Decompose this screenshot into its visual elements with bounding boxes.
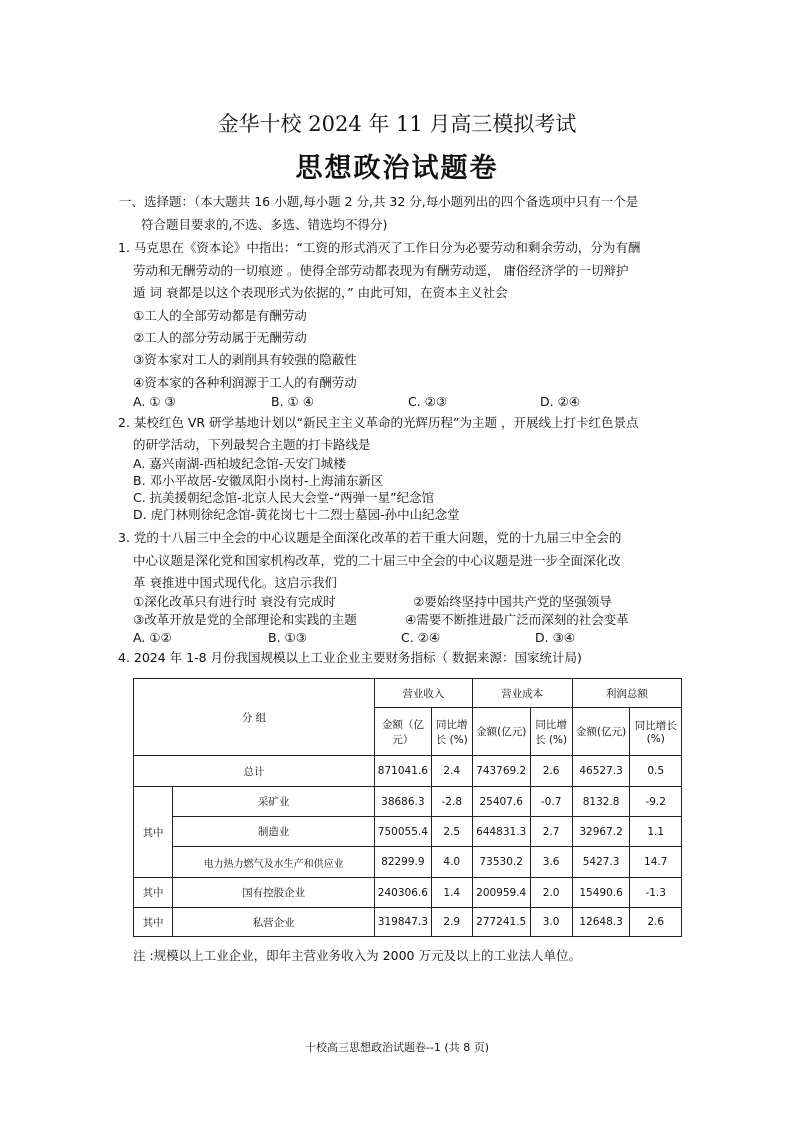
section-instructions-line1: 一、选择题：（本大题共 16 小题,每小题 2 分,共 32 分,每小题列出的四个备选项中只有一个是 <box>119 194 639 209</box>
paper-title: 思想政治试题卷 <box>295 153 499 184</box>
table-row <box>134 817 682 847</box>
revenue-growth-header: 同比增长 (%) <box>431 708 472 756</box>
table-row <box>134 878 682 908</box>
cell: 871041.6 <box>375 756 432 787</box>
cell: 2.0 <box>530 878 572 908</box>
revenue-amount-header: 金额（亿元） <box>375 708 432 756</box>
q1-statement-3: ③资本家对工人的剥削具有较强的隐蔽性 <box>133 352 357 367</box>
row-label: 私营企业 <box>173 908 375 937</box>
cell: 25407.6 <box>472 787 530 817</box>
cell: 644831.3 <box>472 817 530 847</box>
cell: -2.8 <box>431 787 472 817</box>
cell: 46527.3 <box>572 756 630 787</box>
profit-amount-header: 金额(亿元) <box>572 708 630 756</box>
group-label: 其中 <box>134 787 173 878</box>
cell: 1.1 <box>630 817 682 847</box>
q1-option-a: A. ① ③ <box>133 394 176 409</box>
cell: 2.7 <box>530 817 572 847</box>
exam-title: 金华十校 2024 年 11 月高三模拟考试 <box>217 112 577 136</box>
q4-stem: 4. 2024 年 1-8 月份我国规模以上工业企业主要财务指标（ 数据来源：国家统计局) <box>118 650 582 665</box>
q1-option-b: B. ① ④ <box>271 394 314 409</box>
cell: 0.5 <box>630 756 682 787</box>
q3-stem-line1: 3. 党的十八届三中全会的中心议题是全面深化改革的若干重大问题，党的十九届三中全会的 <box>118 530 622 545</box>
q1-statement-4: ④资本家的各种利润源于工人的有酬劳动 <box>133 375 357 390</box>
q3-option-c: C. ②④ <box>401 630 441 645</box>
table-row <box>134 756 682 787</box>
cell: 8132.8 <box>572 787 630 817</box>
cell: 14.7 <box>630 847 682 878</box>
q1-option-c: C. ②③ <box>408 394 448 409</box>
cost-header: 营业成本 <box>472 679 572 708</box>
cell: 82299.9 <box>375 847 432 878</box>
cell: 3.0 <box>530 908 572 937</box>
q2-option-d: D. 虎门林则徐纪念馆-黄花岗七十二烈士墓园-孙中山纪念堂 <box>133 507 460 522</box>
group-label: 其中 <box>134 878 173 908</box>
cell: 12648.3 <box>572 908 630 937</box>
group-header: 分 组 <box>134 679 375 756</box>
cell: 2.5 <box>431 817 472 847</box>
q3-option-a: A. ①② <box>133 630 172 645</box>
q2-option-b: B. 邓小平故居-安徽凤阳小岗村-上海浦东新区 <box>133 473 384 488</box>
q1-stem-line1: 1. 马克思在《资本论》中指出：“工资的形式消灭了工作日分为必要劳动和剩余劳动，分为有酬 <box>118 240 641 255</box>
industrial-stats-table <box>133 678 682 937</box>
row-label: 制造业 <box>173 817 375 847</box>
cell: 750055.4 <box>375 817 432 847</box>
profit-header: 利润总额 <box>572 679 681 708</box>
profit-growth-header: 同比增长 (%) <box>630 708 682 756</box>
cell: 200959.4 <box>472 878 530 908</box>
section-instructions-line2: 符合题目要求的,不选、多选、错选均不得分) <box>141 217 388 232</box>
q3-option-d: D. ③④ <box>535 630 575 645</box>
page-footer: 十校高三思想政治试题卷--1 (共 8 页) <box>304 1041 489 1054</box>
cell: 240306.6 <box>375 878 432 908</box>
table-row <box>134 908 682 937</box>
cost-growth-header: 同比增长 (%) <box>530 708 572 756</box>
cell: 277241.5 <box>472 908 530 937</box>
group-label: 其中 <box>134 908 173 937</box>
cell: 2.6 <box>530 756 572 787</box>
cell: 2.6 <box>630 908 682 937</box>
cell: 743769.2 <box>472 756 530 787</box>
cell: 1.4 <box>431 878 472 908</box>
q2-stem-line2: 的研学活动，下列最契合主题的打卡路线是 <box>133 437 371 452</box>
row-label: 总计 <box>134 756 375 787</box>
q2-option-a: A. 嘉兴南湖-西柏坡纪念馆-天安门城楼 <box>133 456 346 471</box>
table-header-row <box>134 679 682 708</box>
cell: -1.3 <box>630 878 682 908</box>
q3-option-b: B. ①③ <box>268 630 307 645</box>
q1-stem-line2: 劳动和无酬劳动的一切痕迹 。使得全部劳动都表现为有酬劳动逕， 庸俗经济学的一切辩护 <box>133 263 629 278</box>
cell: 2.9 <box>431 908 472 937</box>
cell: 32967.2 <box>572 817 630 847</box>
q3-statement-4: ④需要不断推进最广泛而深刻的社会变革 <box>405 612 629 627</box>
cell: -9.2 <box>630 787 682 817</box>
q1-statement-1: ①工人的全部劳动都是有酬劳动 <box>133 308 307 323</box>
cell: 38686.3 <box>375 787 432 817</box>
table-note: 注 :规模以上工业企业，即年主营业务收入为 2000 万元及以上的工业法人单位。 <box>133 948 581 963</box>
cell: -0.7 <box>530 787 572 817</box>
cell: 15490.6 <box>572 878 630 908</box>
q3-stem-line2: 中心议题是深化党和国家机构改革，党的二十届三中全会的中心议题是进一步全面深化改 <box>133 553 621 568</box>
q1-statement-2: ②工人的部分劳动属于无酬劳动 <box>133 330 307 345</box>
q3-statement-3: ③改革开放是党的全部理论和实践的主题 <box>133 612 357 627</box>
q1-stem-line3: 遁 词 衰都是以这个表现形式为依据的，” 由此可知，在资本主义社会 <box>133 285 508 300</box>
row-label: 国有控股企业 <box>173 878 375 908</box>
cell: 319847.3 <box>375 908 432 937</box>
q2-option-c: C. 抗美援朝纪念馆-北京人民大会堂-“两弹一星”纪念馆 <box>133 490 435 505</box>
revenue-header: 营业收入 <box>375 679 473 708</box>
cell: 5427.3 <box>572 847 630 878</box>
row-label: 电力热力燃气及水生产和供应业 <box>173 847 375 878</box>
q2-stem-line1: 2. 某校红色 VR 研学基地计划以“新民主主义革命的光辉历程”为主题 ，开展线上打卡红色景点 <box>118 415 639 430</box>
q1-option-d: D. ②④ <box>540 394 580 409</box>
table-row <box>134 787 682 817</box>
row-label: 采矿业 <box>173 787 375 817</box>
table-row <box>134 847 682 878</box>
q3-statement-2: ②要始终坚持中国共产党的坚强领导 <box>413 594 612 609</box>
cell: 4.0 <box>431 847 472 878</box>
q3-stem-line3: 革 衰推进中国式现代化。这启示我们 <box>133 575 337 590</box>
q3-statement-1: ①深化改革只有进行时 衰没有完成时 <box>133 594 336 609</box>
cell: 73530.2 <box>472 847 530 878</box>
cell: 3.6 <box>530 847 572 878</box>
cost-amount-header: 金额(亿元) <box>472 708 530 756</box>
cell: 2.4 <box>431 756 472 787</box>
